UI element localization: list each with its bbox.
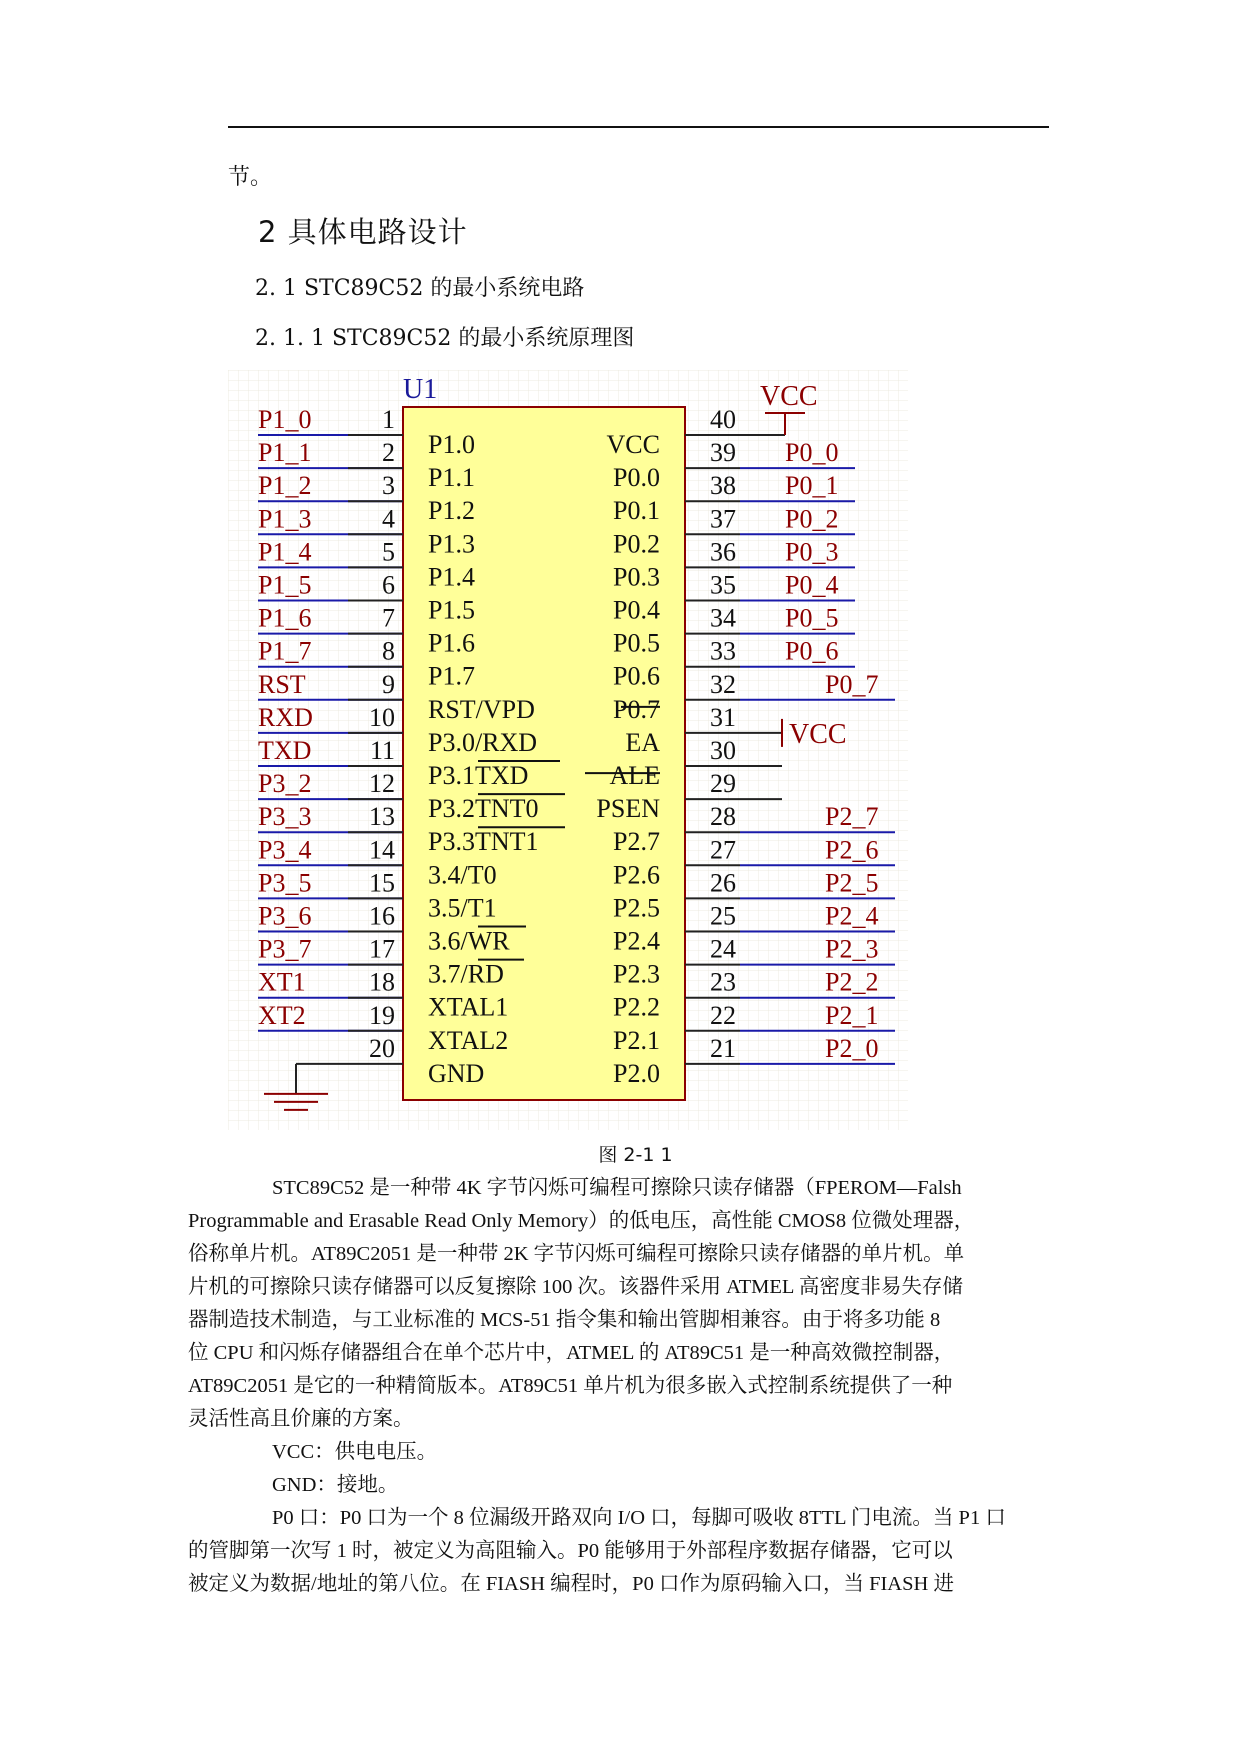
pin-name: P2.2	[613, 992, 660, 1022]
pin-name: P3.3TNT1	[428, 827, 539, 857]
net-label: P2_5	[825, 868, 879, 898]
pin-name: ALE	[609, 761, 660, 790]
pin-number: 35	[710, 570, 736, 600]
pin-number: 19	[369, 1000, 395, 1030]
pin-name: P2.3	[613, 959, 660, 989]
net-label: RST	[258, 669, 306, 699]
net-label: P2_2	[825, 967, 879, 997]
text-line: 片机的可擦除只读存储器可以反复擦除 100 次。该器件采用 ATMEL 高密度非易失存储	[188, 1276, 963, 1298]
pin-number: 32	[710, 669, 736, 699]
pin-number: 26	[710, 868, 736, 898]
net-label: P1_2	[258, 471, 312, 501]
net-label: RXD	[258, 702, 313, 732]
net-label: P3_4	[258, 835, 312, 865]
schematic-figure	[228, 370, 908, 1130]
pin-name: GND	[428, 1058, 485, 1088]
pin-name: P0.7	[613, 694, 660, 724]
pin-number: 6	[382, 570, 395, 600]
text-line: 位 CPU 和闪烁存储器组合在单个芯片中，ATMEL 的 AT89C51 是一种高效微控制器，	[188, 1342, 955, 1364]
figure-caption: 图 2-1 1	[598, 1144, 673, 1166]
net-label: P1_5	[258, 570, 312, 600]
net-label: P2_1	[825, 1000, 879, 1030]
text-line: STC89C52 是一种带 4K 字节闪烁可编程可擦除只读存储器（FPEROM—Falsh	[272, 1177, 962, 1199]
pin-name: P1.5	[428, 595, 475, 625]
pin-name: P1.4	[428, 562, 475, 592]
subsubsection-heading: 2. 1. 1 STC89C52 的最小系统原理图	[255, 326, 635, 351]
pin-name: RST/VPD	[428, 694, 535, 724]
pin-number: 31	[710, 702, 736, 732]
net-label: XT1	[258, 967, 306, 997]
vcc-label: VCC	[760, 381, 818, 412]
pin-name: 3.7/RD	[428, 959, 504, 989]
pin-name: PSEN	[596, 794, 660, 824]
pin-number: 3	[382, 471, 395, 501]
net-label: P3_5	[258, 868, 312, 898]
pin-number: 21	[710, 1033, 736, 1063]
pin-number: 29	[710, 769, 736, 799]
pin-number: 2	[382, 438, 395, 468]
pin-name: P0.4	[613, 595, 660, 625]
net-label: P1_4	[258, 537, 312, 567]
pin-number: 40	[710, 405, 736, 434]
pin-name: EA	[625, 727, 660, 757]
pin-number: 28	[710, 802, 736, 832]
pin-name: XTAL2	[428, 1025, 509, 1055]
pin-name: P1.2	[428, 496, 475, 526]
vcc-label: VCC	[789, 718, 847, 750]
pin-name: P2.1	[613, 1025, 660, 1055]
net-label: P2_4	[825, 901, 879, 931]
pin-number: 25	[710, 901, 736, 931]
net-label: P2_6	[825, 835, 879, 865]
text-line: GND：接地。	[272, 1474, 399, 1496]
pin-number: 1	[382, 405, 395, 434]
pin-number: 4	[382, 504, 395, 534]
text-line: P0 口：P0 口为一个 8 位漏级开路双向 I/O 口，每脚可吸收 8TTL 门电流。当 P1 口	[272, 1507, 1006, 1529]
pin-number: 13	[369, 802, 395, 832]
header-rule	[228, 126, 1049, 128]
pin-number: 37	[710, 504, 736, 534]
net-label: P0_4	[785, 570, 839, 600]
net-label: P0_6	[785, 636, 839, 666]
pin-name: P2.5	[613, 893, 660, 923]
net-label: P0_3	[785, 537, 839, 567]
pin-name: P1.1	[428, 463, 475, 493]
pin-name: P0.2	[613, 529, 660, 559]
pin-name: P1.6	[428, 628, 475, 658]
pin-number: 10	[369, 702, 395, 732]
net-label: P2_0	[825, 1033, 879, 1063]
pin-number: 33	[710, 636, 736, 666]
pin-number: 9	[382, 669, 395, 699]
paragraph-vcc	[230, 1436, 1048, 1469]
net-label: P3_6	[258, 901, 312, 931]
pin-number: 7	[382, 603, 395, 633]
net-label: P0_5	[785, 603, 839, 633]
text-line: Programmable and Erasable Read Only Memory）的低电压，高性能 CMOS8 位微处理器，	[188, 1210, 975, 1232]
pin-number: 12	[369, 769, 395, 799]
pin-name: 3.6/WR	[428, 926, 510, 956]
pin-name: P0.3	[613, 562, 660, 592]
pin-number: 14	[369, 835, 395, 865]
pin-name: P3.1TXD	[428, 761, 529, 790]
pin-name: P2.6	[613, 860, 660, 890]
pin-number: 27	[710, 835, 736, 865]
pin-name: P0.6	[613, 661, 660, 691]
net-label: P3_3	[258, 802, 312, 832]
paragraph-gnd	[230, 1469, 1048, 1502]
pin-number: 30	[710, 736, 736, 765]
paragraph-intro	[188, 1172, 1048, 1436]
pin-name: P3.2TNT0	[428, 794, 539, 824]
pin-number: 22	[710, 1000, 736, 1030]
net-label: P0_2	[785, 504, 839, 534]
pin-number: 16	[369, 901, 395, 931]
net-label: P1_7	[258, 636, 312, 666]
text-line: VCC：供电电压。	[272, 1441, 438, 1463]
net-label: P3_2	[258, 769, 312, 799]
net-label: P2_7	[825, 802, 879, 832]
pin-name: P0.0	[613, 463, 660, 493]
pin-name: P2.0	[613, 1058, 660, 1088]
net-label: P2_3	[825, 934, 879, 964]
text-line: 被定义为数据/地址的第八位。在 FIASH 编程时，P0 口作为原码输入口，当 FIASH 进	[188, 1573, 954, 1595]
pin-number: 36	[710, 537, 736, 567]
net-label: P1_3	[258, 504, 312, 534]
page-fragment-text: 节。	[228, 165, 273, 190]
pin-name: XTAL1	[428, 992, 509, 1022]
pin-name: P1.3	[428, 529, 475, 559]
pin-number: 18	[369, 967, 395, 997]
pin-number: 5	[382, 537, 395, 567]
pin-number: 11	[369, 736, 395, 765]
pin-name: 3.5/T1	[428, 893, 497, 923]
text-line: 俗称单片机。AT89C2051 是一种带 2K 字节闪烁可编程可擦除只读存储器的单片机。单	[188, 1243, 965, 1265]
pin-name: P2.7	[613, 827, 660, 857]
subsection-heading: 2. 1 STC89C52 的最小系统电路	[255, 276, 585, 301]
pin-name: P3.0/RXD	[428, 727, 538, 757]
pin-number: 39	[710, 438, 736, 468]
pin-number: 15	[369, 868, 395, 898]
net-label: P0_7	[825, 669, 879, 699]
pin-number: 23	[710, 967, 736, 997]
pin-number: 8	[382, 636, 395, 666]
section-heading: 2 具体电路设计	[258, 215, 468, 249]
paragraph-p0	[188, 1502, 1048, 1601]
pin-name: P1.7	[428, 661, 475, 691]
pin-name: 3.4/T0	[428, 860, 497, 890]
net-label: P3_7	[258, 934, 312, 964]
net-label: P0_0	[785, 438, 839, 468]
net-label: XT2	[258, 1000, 306, 1030]
pin-name: P0.1	[613, 496, 660, 526]
pin-name: P2.4	[613, 926, 660, 956]
ic-designator: U1	[403, 374, 438, 405]
net-label: P1_6	[258, 603, 312, 633]
pin-name: VCC	[606, 430, 660, 459]
text-line: AT89C2051 是它的一种精简版本。AT89C51 单片机为很多嵌入式控制系统提供了一种	[188, 1375, 953, 1397]
text-line: 的管脚第一次写 1 时，被定义为高阻输入。P0 能够用于外部程序数据存储器，它可以	[188, 1540, 953, 1562]
pin-name: P0.5	[613, 628, 660, 658]
net-label: P1_0	[258, 405, 312, 434]
pin-number: 38	[710, 471, 736, 501]
pin-name: P1.0	[428, 430, 475, 459]
text-line: 器制造技术制造，与工业标准的 MCS-51 指令集和输出管脚相兼容。由于将多功能 8	[188, 1309, 941, 1331]
net-label: P0_1	[785, 471, 839, 501]
pin-number: 17	[369, 934, 395, 964]
pin-number: 24	[710, 934, 736, 964]
pin-number: 34	[710, 603, 736, 633]
pin-number: 20	[369, 1033, 395, 1063]
net-label: P1_1	[258, 438, 312, 468]
text-line: 灵活性高且价廉的方案。	[188, 1408, 414, 1430]
net-label: TXD	[258, 736, 312, 765]
